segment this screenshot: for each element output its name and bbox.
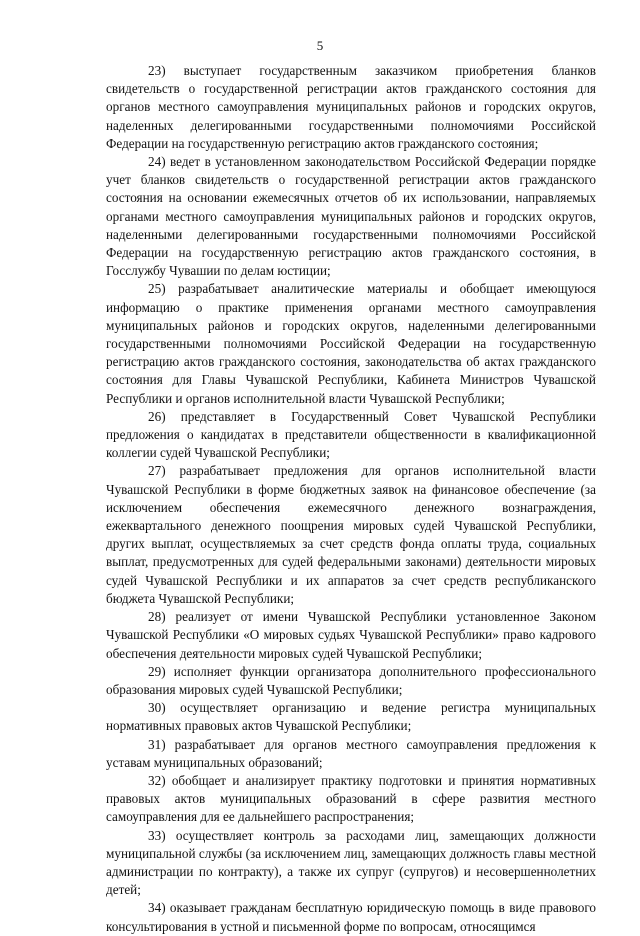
document-body	[106, 62, 596, 936]
paragraph-27: 27) разрабатывает предложения для органов исполнительной власти Чувашской Республики в форме бюджетных заявок на финансовое обеспечение (за исключением обеспечения ежемесячного денежного вознаграждения, ежеквартального денежного поощрения мировых судей Чувашской Республики, других выплат, осуществляемых за счет средств фонда оплаты труда, социальных выплат, предусмотренных для судей федеральными законами) деятельности мировых судей Чувашской Республики и их аппаратов за счет средств республиканского бюджета Чувашской Республики;	[106, 463, 596, 606]
paragraph-28: 28) реализует от имени Чувашской Республики установленное Законом Чувашской Республики «О мировых судьях Чувашской Республики» право кадрового обеспечения деятельности мировых судей Чувашской Республики;	[106, 609, 596, 661]
paragraph-34: 34) оказывает гражданам бесплатную юридическую помощь в виде правового консультирования в устной и письменной форме по вопросам, относящимся	[106, 900, 596, 934]
page-number: 5	[316, 38, 324, 53]
paragraph-32: 32) обобщает и анализирует практику подготовки и принятия нормативных правовых актов муниципальных образований в сфере развития местного самоуправления для ее дальнейшего распространения;	[106, 772, 596, 825]
paragraph-24: 24) ведет в установленном законодательством Российской Федерации порядке учет бланков свидетельств о государственной регистрации актов гражданского состояния на основании ежемесячных отчетов об их использовании, направляемых органами местного самоуправления муниципальных районов и городских округов, наделенными делегированными государственными полномочиями Российской Федерации на государственную регистрацию актов гражданского состояния, в Госслужбу Чувашии по делам юстиции;	[106, 154, 596, 279]
paragraph-25: 25) разрабатывает аналитические материалы и обобщает имеющуюся информацию о практике применения органами местного самоуправления муниципальных районов и городских округов, наделенными делегированными государственными полномочиями Российской Федерации на государственную регистрацию актов гражданского состояния, законодательства об актах гражданского состояния для Главы Чувашской Республики, Кабинета Министров Чувашской Республики и органов исполнительной власти Чувашской Республики;	[106, 281, 596, 406]
paragraph-31: 31) разрабатывает для органов местного самоуправления предложения к уставам муниципальных образований;	[106, 736, 596, 770]
paragraph-23: 23) выступает государственным заказчиком приобретения бланков свидетельств о государственной регистрации актов гражданского состояния для органов местного самоуправления муниципальных районов и городских округов, наделенных делегированными государственными полномочиями Российской Федерации на государственную регистрацию актов гражданского состояния;	[106, 63, 596, 151]
paragraph-29: 29) исполняет функции организатора дополнительного профессионального образования мировых судей Чувашской Республики;	[106, 663, 596, 697]
paragraph-30: 30) осуществляет организацию и ведение регистра муниципальных нормативных правовых актов Чувашской Республики;	[106, 700, 596, 734]
paragraph-33: 33) осуществляет контроль за расходами лиц, замещающих должности муниципальной службы (за исключением лиц, замещающих должность главы местной администрации по контракту), а также их супруг (супругов) и несовершеннолетних детей;	[106, 827, 596, 898]
paragraph-26: 26) представляет в Государственный Совет Чувашской Республики предложения о кандидатах в представители общественности в квалификационной коллегии судей Чувашской Республики;	[106, 408, 596, 461]
